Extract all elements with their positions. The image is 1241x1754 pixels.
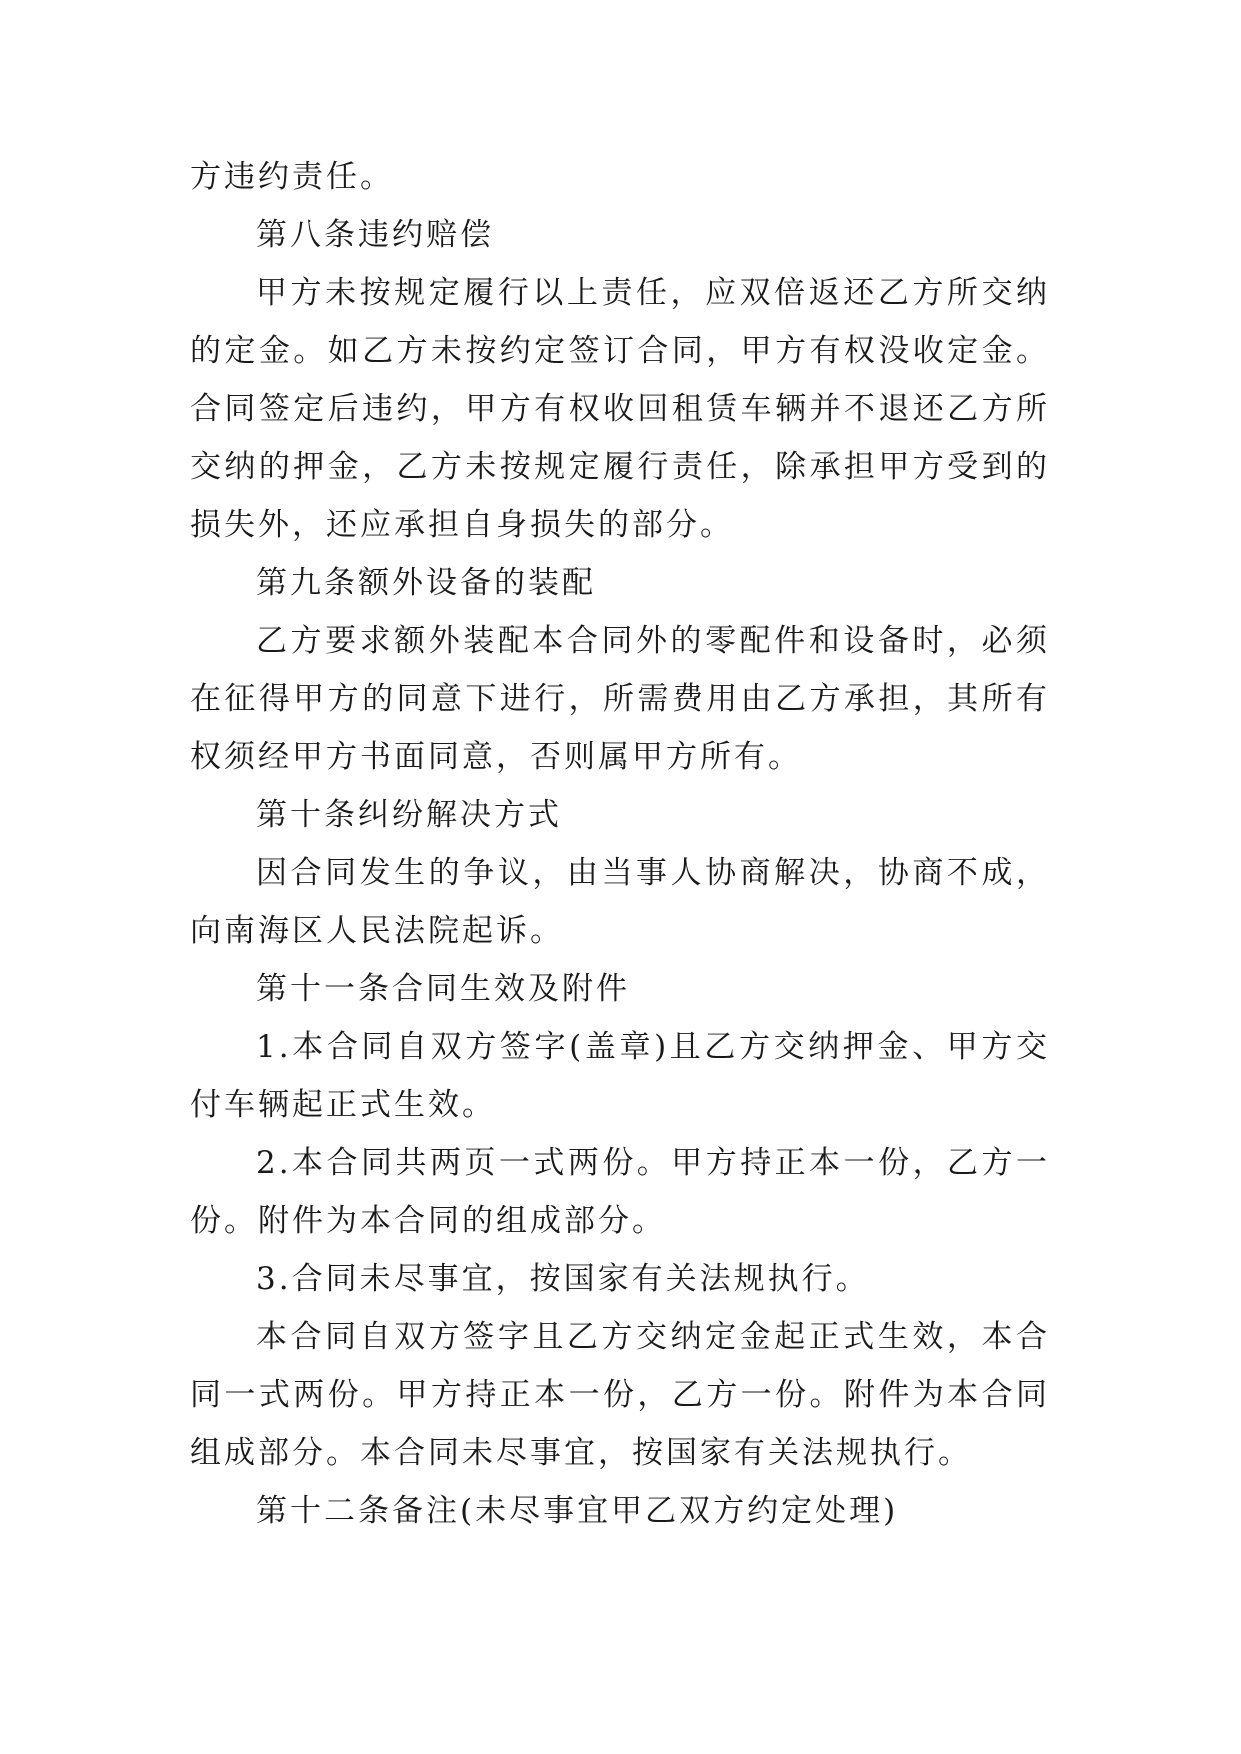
article-8-body: 甲方未按规定履行以上责任，应双倍返还乙方所交纳的定金。如乙方未按约定签订合同，甲方有权没收定金。合同签定后违约，甲方有权收回租赁车辆并不退还乙方所交纳的押金，乙方未按规定履行责任，除承担甲方受到的损失外，还应承担自身损失的部分。 xyxy=(190,275,1050,543)
article-11-item-2: 2.本合同共两页一式两份。甲方持正本一份，乙方一份。附件为本合同的组成部分。 xyxy=(190,1145,1050,1239)
article-8-heading: 第八条违约赔偿 xyxy=(256,217,494,253)
article-9-heading: 第九条额外设备的装配 xyxy=(256,565,596,601)
article-9-body: 乙方要求额外装配本合同外的零配件和设备时，必须在征得甲方的同意下进行，所需费用由乙方承担，其所有权须经甲方书面同意，否则属甲方所有。 xyxy=(190,623,1050,775)
paragraph-continuation: 方违约责任。 xyxy=(190,159,394,195)
effectiveness-paragraph: 本合同自双方签字且乙方交纳定金起正式生效，本合同一式两份。甲方持正本一份，乙方一份。附件为本合同组成部分。本合同未尽事宜，按国家有关法规执行。 xyxy=(190,1319,1050,1471)
document-body xyxy=(190,148,1050,1540)
article-11-item-1: 1.本合同自双方签字(盖章)且乙方交纳押金、甲方交付车辆起正式生效。 xyxy=(190,1029,1050,1123)
article-11-heading: 第十一条合同生效及附件 xyxy=(256,971,630,1007)
article-10-heading: 第十条纠纷解决方式 xyxy=(256,797,562,833)
article-10-body: 因合同发生的争议，由当事人协商解决，协商不成，向南海区人民法院起诉。 xyxy=(190,855,1050,949)
article-12-heading: 第十二条备注(未尽事宜甲乙双方约定处理) xyxy=(256,1493,899,1529)
article-11-item-3: 3.合同未尽事宜，按国家有关法规执行。 xyxy=(256,1261,870,1297)
